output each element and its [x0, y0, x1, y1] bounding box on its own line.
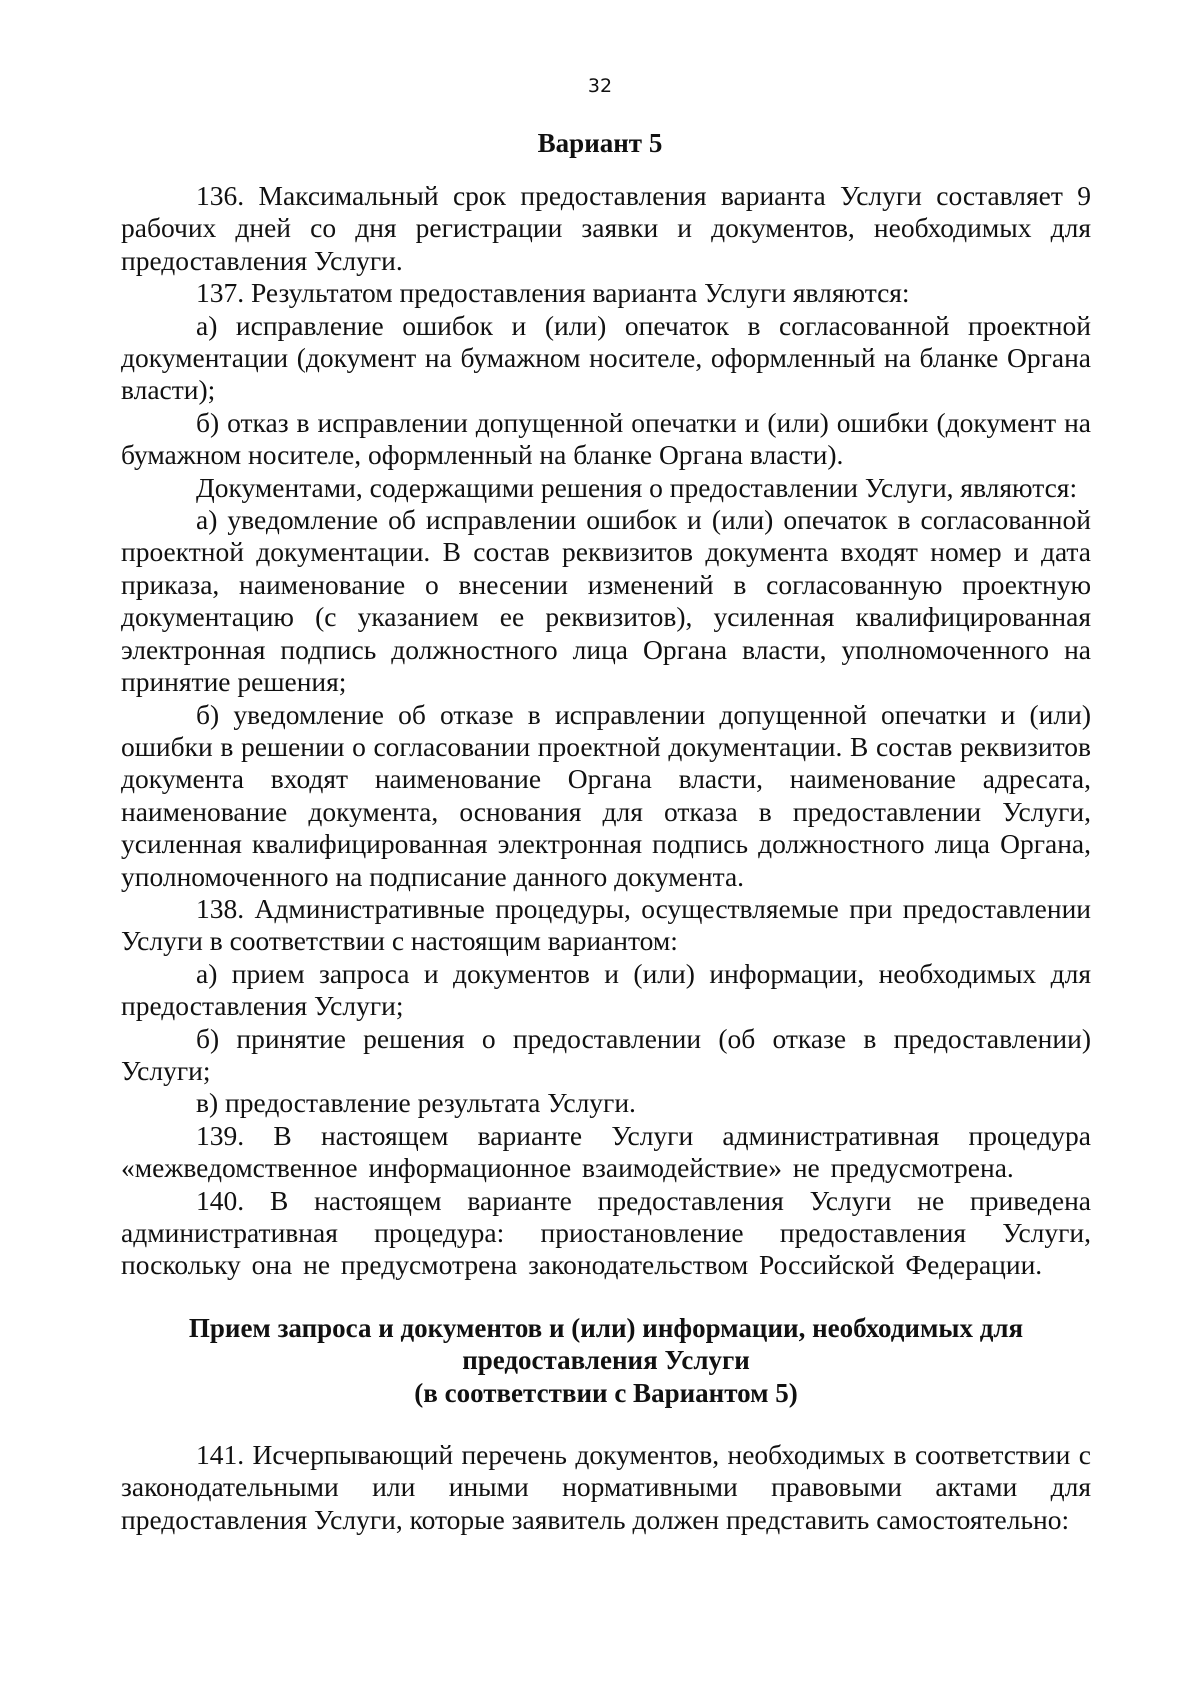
paragraph-137-item-a: а) исправление ошибок и (или) опечаток в согласованной проектной документации (документ на бумажном носителе, оформленный на бланке Органа власти);: [121, 309, 1091, 406]
paragraph-decision-documents: Документами, содержащими решения о предоставлении Услуги, являются:: [196, 471, 1078, 503]
paragraph-138-item-b: б) принятие решения о предоставлении (об отказе в предоставлении) Услуги;: [121, 1022, 1091, 1086]
paragraph-138-item-c: в) предоставление результата Услуги.: [196, 1087, 636, 1119]
page-number: 32: [587, 75, 613, 97]
paragraph-138-item-a: а) прием запроса и документов и (или) информации, необходимых для предоставления Услуги;: [121, 957, 1091, 1022]
paragraph-decision-item-b: б) уведомление об отказе в исправлении допущенной опечатки и (или) ошибки в решении о согласовании проектной документации. В состав реквизитов документа входят наименование Органа власти, наименование адресата, наименование документа, основания для отказа в предоставлении Услуги, усиленная квалифицированная электронная подпись должностного лица Органа, уполномоченного на подписание данного документа.: [121, 698, 1091, 892]
paragraph-139: 139. В настоящем варианте Услуги административная процедура «межведомственное информационное взаимодействие» не предусмотрена.: [121, 1119, 1091, 1184]
paragraph-decision-item-a: а) уведомление об исправлении ошибок и (или) опечаток в согласованной проектной документации. В состав реквизитов документа входят номер и дата приказа, наименование о внесении изменений в согласованную проектную документацию (с указанием ее реквизитов), усиленная квалифицированная электронная подпись должностного лица Органа власти, уполномоченного на принятие решения;: [121, 504, 1091, 698]
document-body: [121, 180, 1091, 1536]
paragraph-137: 137. Результатом предоставления варианта Услуги являются:: [196, 277, 910, 309]
section-title: Вариант 5: [537, 128, 663, 158]
subsection-heading: [121, 1282, 1091, 1439]
paragraph-137-item-b: б) отказ в исправлении допущенной опечатки и (или) ошибки (документ на бумажном носителе, оформленный на бланке Органа власти).: [121, 406, 1091, 471]
subsection-heading-line-1: Прием запроса и документов и (или) информации, необходимых для: [188, 1312, 1024, 1343]
paragraph-140: 140. В настоящем варианте предоставления Услуги не приведена административная процедура: приостановление предоставления Услуги, поскольку она не предусмотрена законодательством Российской Федерации.: [121, 1184, 1091, 1281]
subsection-heading-line-3: (в соответствии с Вариантом 5): [414, 1377, 798, 1408]
paragraph-141: 141. Исчерпывающий перечень документов, необходимых в соответствии с законодательными или иными нормативными правовыми актами для предоставления Услуги, которые заявитель должен представить самостоятельно:: [121, 1439, 1091, 1535]
paragraph-136: 136. Максимальный срок предоставления варианта Услуги составляет 9 рабочих дней со дня регистрации заявки и документов, необходимых для предоставления Услуги.: [121, 180, 1091, 276]
paragraph-138: 138. Административные процедуры, осуществляемые при предоставлении Услуги в соответствии с настоящим вариантом:: [121, 892, 1091, 957]
subsection-heading-line-2: предоставления Услуги: [462, 1345, 750, 1376]
